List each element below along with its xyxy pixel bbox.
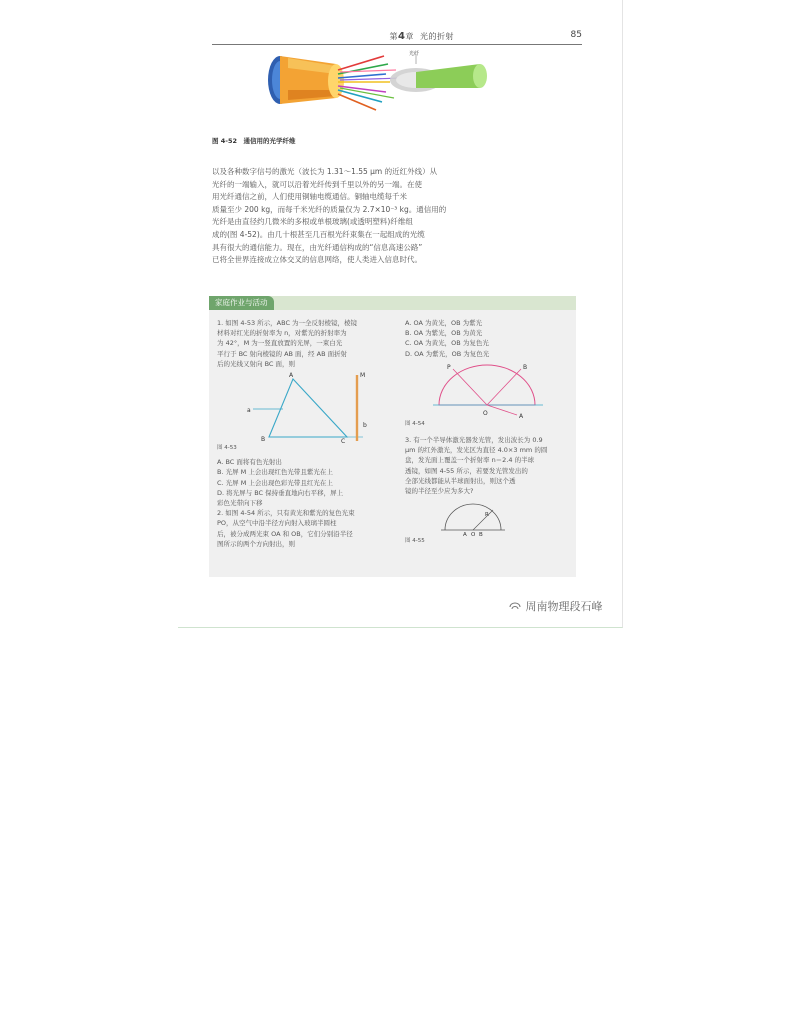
chapter-number: 4 [397,31,406,42]
exercise-header-bar [209,296,576,310]
chapter-prefix: 第 [389,32,398,41]
option-line: D. 将光屏与 BC 保持垂直地向右平移，屏上 [217,488,344,497]
fig53-label-B: B [261,436,266,444]
chapter-title: 光的折射 [420,32,454,41]
question-line: 透镜，如图 4-55 所示，若要发光管发出的 [405,466,528,475]
question-line: 镜的半径至少应为多大? [405,487,474,496]
fig53-label-a: a [247,407,251,415]
figure-4-53-prism [217,369,397,443]
fig54-label-O: O [483,409,488,417]
option-line: C. 光屏 M 上会出现色彩光带且红光在上 [217,478,333,487]
page-header [212,30,582,45]
fig53-label-A: A [289,372,294,380]
body-paragraph [212,166,584,267]
question-line: 3. 有一个半导体激光器发光管，发出波长为 0.9 [405,436,543,445]
figure-4-54-semicircle [405,359,569,419]
fig54-caption: 图 4-54 [405,420,425,427]
fig55-caption: 图 4-55 [405,538,425,545]
fig55-label-R: R [485,512,489,519]
fiber-optic-illustration [266,50,492,122]
fig53-label-C: C [341,438,346,444]
exercise-section [209,296,576,577]
question-line: 后，被分成两光束 OA 和 OB，它们分别沿半径 [217,529,353,538]
body-line: 具有很大的通信能力。现在，由光纤通信构成的“信息高速公路” [212,242,423,252]
question-line: 材料对红光的折射率为 n，对紫光的折射率为 [217,329,347,338]
option-line: B. 光屏 M 上会出现红色光带且紫光在上 [217,468,333,477]
fig55-label-O: O [471,532,476,537]
body-line: 以及各种数字信号的激光（波长为 1.31～1.55 μm 的近红外线）从 [212,167,438,176]
body-line: 光纤的一端输入，就可以沿着光纤传到千里以外的另一端。在使 [212,179,422,189]
fig54-label-A: A [519,412,524,419]
question-line: 2. 如图 4-54 所示，只有黄光和紫光的复色光束 [217,509,355,518]
question-line: PO，从空气中沿半径方向射入玻璃半圆柱 [217,519,337,528]
question-line: 全部光线都能从半球面射出，则这个透 [405,476,516,485]
fig54-label-P: P [447,363,451,371]
option-line: D. OA 为紫光，OB 为复色光 [405,349,490,358]
exercise-left-column [217,318,397,549]
chapter-heading [389,31,454,42]
option-line: C. OA 为黄光，OB 为复色光 [405,339,489,348]
option-line: B. OA 为紫光，OB 为黄光 [405,329,483,338]
question-1 [217,318,397,369]
wechat-icon [508,602,522,612]
body-line: 用光纤通信之前，人们使用铜轴电缆通信。铜轴电缆每千米 [212,192,407,202]
figure-caption: 图 4-52 通信用的光学纤维 [212,137,296,145]
question-3 [405,435,569,496]
figure-4-55-hemisphere [405,496,569,536]
question-line: 图所示的两个方向射出，则 [217,539,295,548]
exercise-title: 家庭作业与活动 [209,296,274,310]
question-line: 盘，发光面上覆盖一个折射率 n＝2.4 的半球 [405,456,535,465]
fig55-label-A: A [463,532,467,537]
watermark-text: 周南物理段石峰 [525,600,603,613]
question-1-options [217,457,397,508]
book-page [178,0,623,628]
question-line: 平行于 BC 射向棱镜的 AB 面，经 AB 面折射 [217,349,348,358]
exercise-right-column [405,318,569,546]
option-line: A. BC 面将有色光射出 [217,458,282,467]
question-line: μm 的红外激光，发光区为直径 4.0×3 mm 的圆 [405,446,548,455]
question-line: 为 42°，M 为一竖直放置的光屏，一束白光 [217,339,343,348]
fig55-label-B: B [479,532,483,537]
fig54-label-B: B [523,363,528,371]
fig53-label-M: M [360,372,366,380]
option-line: 彩色光带向下移 [217,499,263,508]
body-line: 光纤是由直径约几微米的多根或单根玻璃(或透明塑料)纤维组 [212,217,413,227]
question-line: 后的光线又射向 BC 面，则 [217,359,296,368]
question-line: 1. 如图 4-53 所示，ABC 为一全反射棱镜，棱镜 [217,319,358,327]
body-line: 成的(图 4-52)。由几十根甚至几百根光纤束集在一起组成的光缆 [212,229,425,239]
option-line: A. OA 为黄光，OB 为紫光 [405,319,483,327]
body-line: 已将全世界连接成立体交叉的信息网络，使人类进入信息时代。 [212,255,422,265]
chapter-suffix: 章 [405,32,414,41]
fig53-label-b: b [363,422,367,430]
fiber-label: 光纤 [409,51,420,57]
fig53-caption: 图 4-53 [217,445,237,452]
watermark [508,598,603,614]
page-number: 85 [570,30,582,40]
body-line: 质量至少 200 kg，而每千米光纤的质量仅为 2.7×10⁻³ kg。通信用的 [212,204,447,214]
question-2 [217,508,397,549]
question-2-options [405,318,569,359]
